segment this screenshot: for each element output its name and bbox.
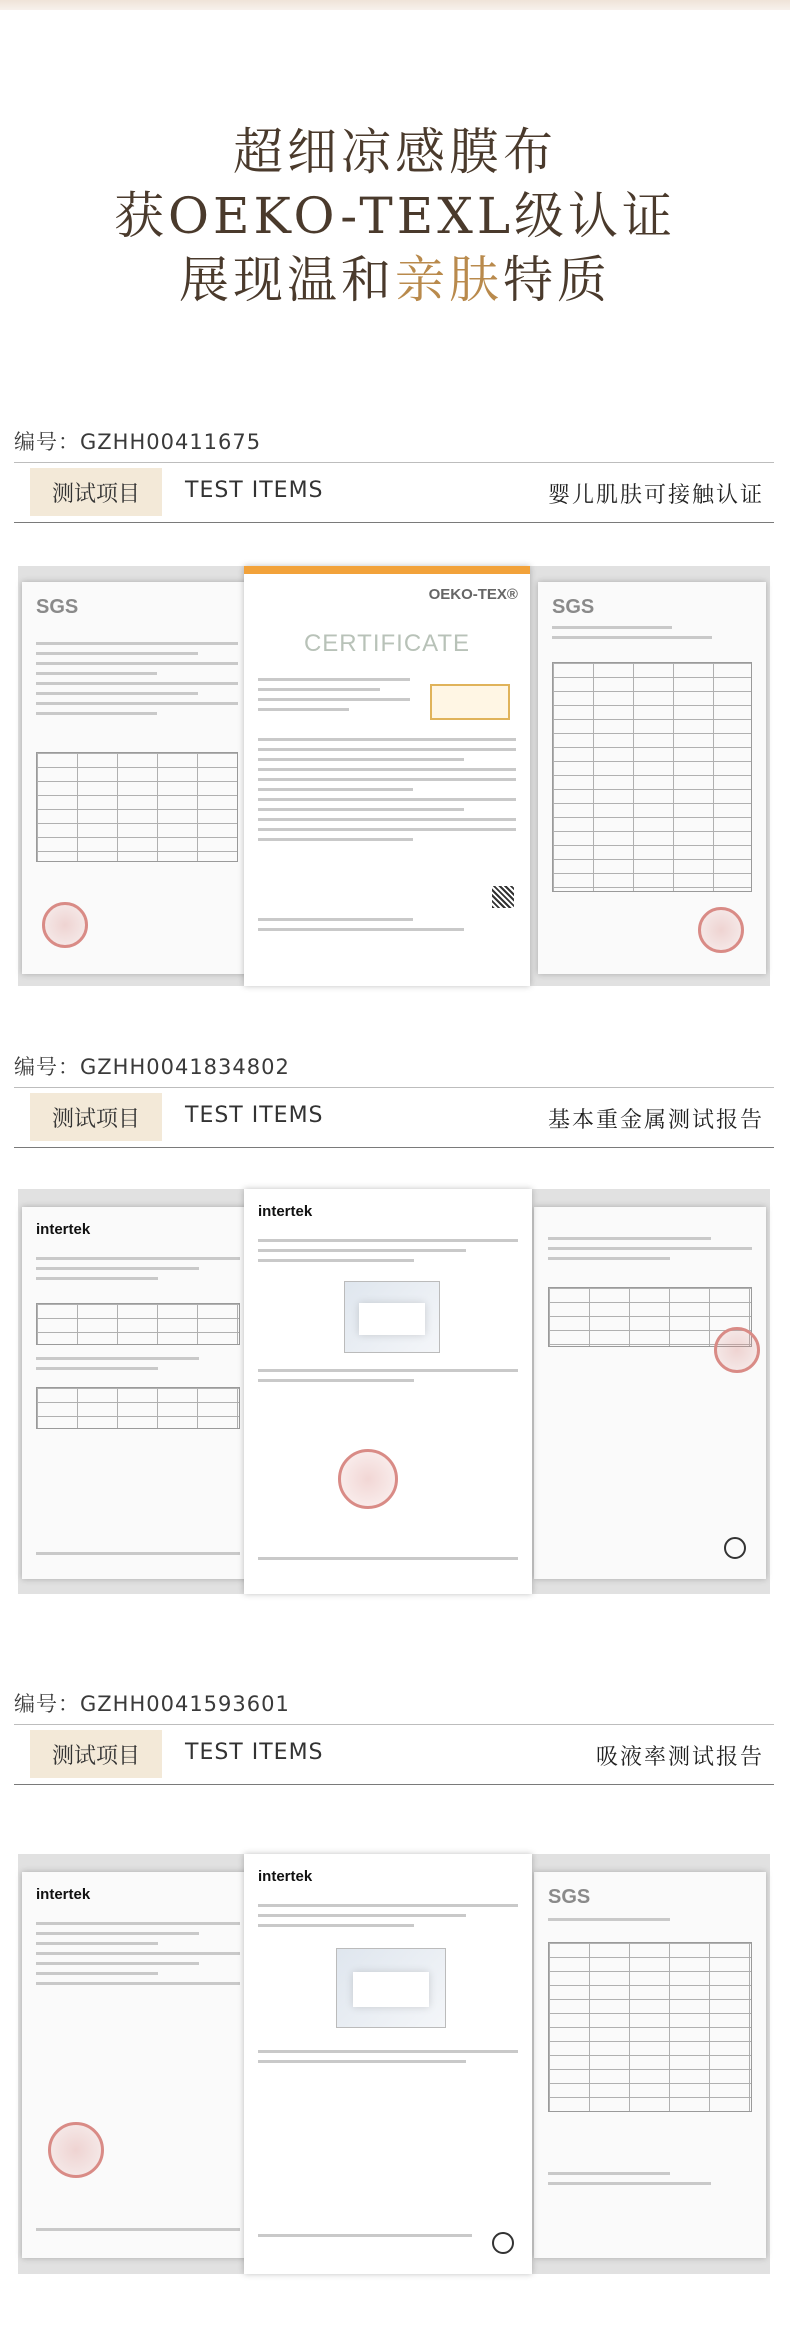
hero-line-3-end: 特质 — [503, 251, 611, 309]
intertek-report-left — [22, 1872, 254, 2258]
hero-line-3 — [0, 248, 790, 312]
sgs-logo: SGS — [36, 596, 79, 618]
red-seal-stamp — [714, 1327, 760, 1373]
hero-headline — [0, 120, 790, 312]
certificate-body-lines — [258, 738, 516, 848]
certificate-title: CERTIFICATE — [303, 630, 471, 657]
intertek-report-left — [22, 1207, 254, 1579]
report-code: 编号：GZHH00411675 — [14, 430, 262, 454]
footer-lines — [36, 2228, 240, 2238]
intertek-logo: intertek — [258, 1868, 313, 1885]
text-lines — [258, 1369, 518, 1389]
report-panel — [18, 1189, 770, 1594]
text-lines — [36, 1922, 240, 1992]
text-lines — [258, 1904, 518, 1934]
sgs-logo: SGS — [552, 596, 595, 618]
test-items-tag: 测试项目 — [30, 1730, 162, 1778]
intertek-report-center — [244, 1189, 532, 1594]
intertek-logo: intertek — [36, 1221, 91, 1238]
text-lines — [258, 2050, 518, 2070]
certificate-panel — [18, 566, 770, 986]
text-lines — [36, 1257, 240, 1287]
signature-lines — [548, 2172, 752, 2192]
intertek-report-center — [244, 1854, 532, 2274]
results-table — [36, 752, 238, 862]
sgs-report-right — [534, 1872, 766, 2258]
divider — [14, 1087, 774, 1088]
hero-line-1: 超细凉感膜布 — [233, 123, 557, 181]
text-lines — [36, 1357, 240, 1377]
orange-header-strip — [244, 566, 530, 574]
qr-code-icon — [492, 886, 514, 908]
text-lines — [548, 1918, 752, 1928]
sgs-report-right — [538, 582, 766, 974]
signature-lines — [258, 918, 516, 938]
hero-line-3-plain: 展现温和 — [179, 251, 395, 309]
oeko-tex-logo: OEKO-TEX® — [428, 586, 518, 603]
footer-lines — [258, 1557, 518, 1567]
test-items-tag: 测试项目 — [30, 468, 162, 516]
sgs-report-left — [22, 582, 252, 974]
hero-line-2: 获OEKO-TEXL级认证 — [113, 187, 677, 245]
results-table — [552, 662, 752, 892]
test-items-tag: 测试项目 — [30, 1093, 162, 1141]
report-code: 编号：GZHH0041593601 — [14, 1692, 290, 1716]
standard-100-badge — [430, 684, 510, 720]
divider — [14, 462, 774, 463]
footer-lines — [258, 2234, 472, 2244]
text-lines — [36, 642, 238, 722]
hero-line-3-gold: 亲肤 — [395, 251, 503, 309]
company-lines — [258, 678, 410, 718]
report-panel — [18, 1854, 770, 2274]
test-items-en: TEST ITEMS — [185, 1103, 324, 1128]
test-items-en: TEST ITEMS — [185, 1740, 324, 1765]
test-item-title: 婴儿肌肤可接触认证 — [547, 483, 764, 508]
results-table — [36, 1303, 240, 1345]
sgs-logo: SGS — [548, 1886, 591, 1908]
divider — [14, 522, 774, 523]
in-circle-logo-icon — [492, 2232, 514, 2254]
intertek-logo: intertek — [36, 1886, 91, 1903]
text-lines — [548, 1237, 752, 1267]
footer-lines — [36, 1552, 240, 1562]
intertek-logo: intertek — [258, 1203, 313, 1220]
in-circle-logo-icon — [724, 1537, 746, 1559]
oeko-tex-certificate — [244, 566, 530, 986]
red-seal-stamp — [48, 2122, 104, 2178]
results-table — [36, 1387, 240, 1429]
red-seal-stamp — [338, 1449, 398, 1509]
results-table — [548, 1942, 752, 2112]
sample-photo — [336, 1948, 446, 2028]
test-item-title: 吸液率测试报告 — [595, 1745, 764, 1770]
red-seal-stamp — [698, 907, 744, 953]
report-code: 编号：GZHH0041834802 — [14, 1055, 290, 1079]
test-item-title: 基本重金属测试报告 — [547, 1108, 764, 1133]
top-decor-bar — [0, 0, 790, 10]
red-seal-stamp — [42, 902, 88, 948]
divider — [14, 1724, 774, 1725]
divider — [14, 1147, 774, 1148]
sample-photo — [344, 1281, 440, 1353]
intertek-report-right — [534, 1207, 766, 1579]
divider — [14, 1784, 774, 1785]
text-lines — [552, 626, 752, 646]
test-items-en: TEST ITEMS — [185, 478, 324, 503]
text-lines — [258, 1239, 518, 1269]
